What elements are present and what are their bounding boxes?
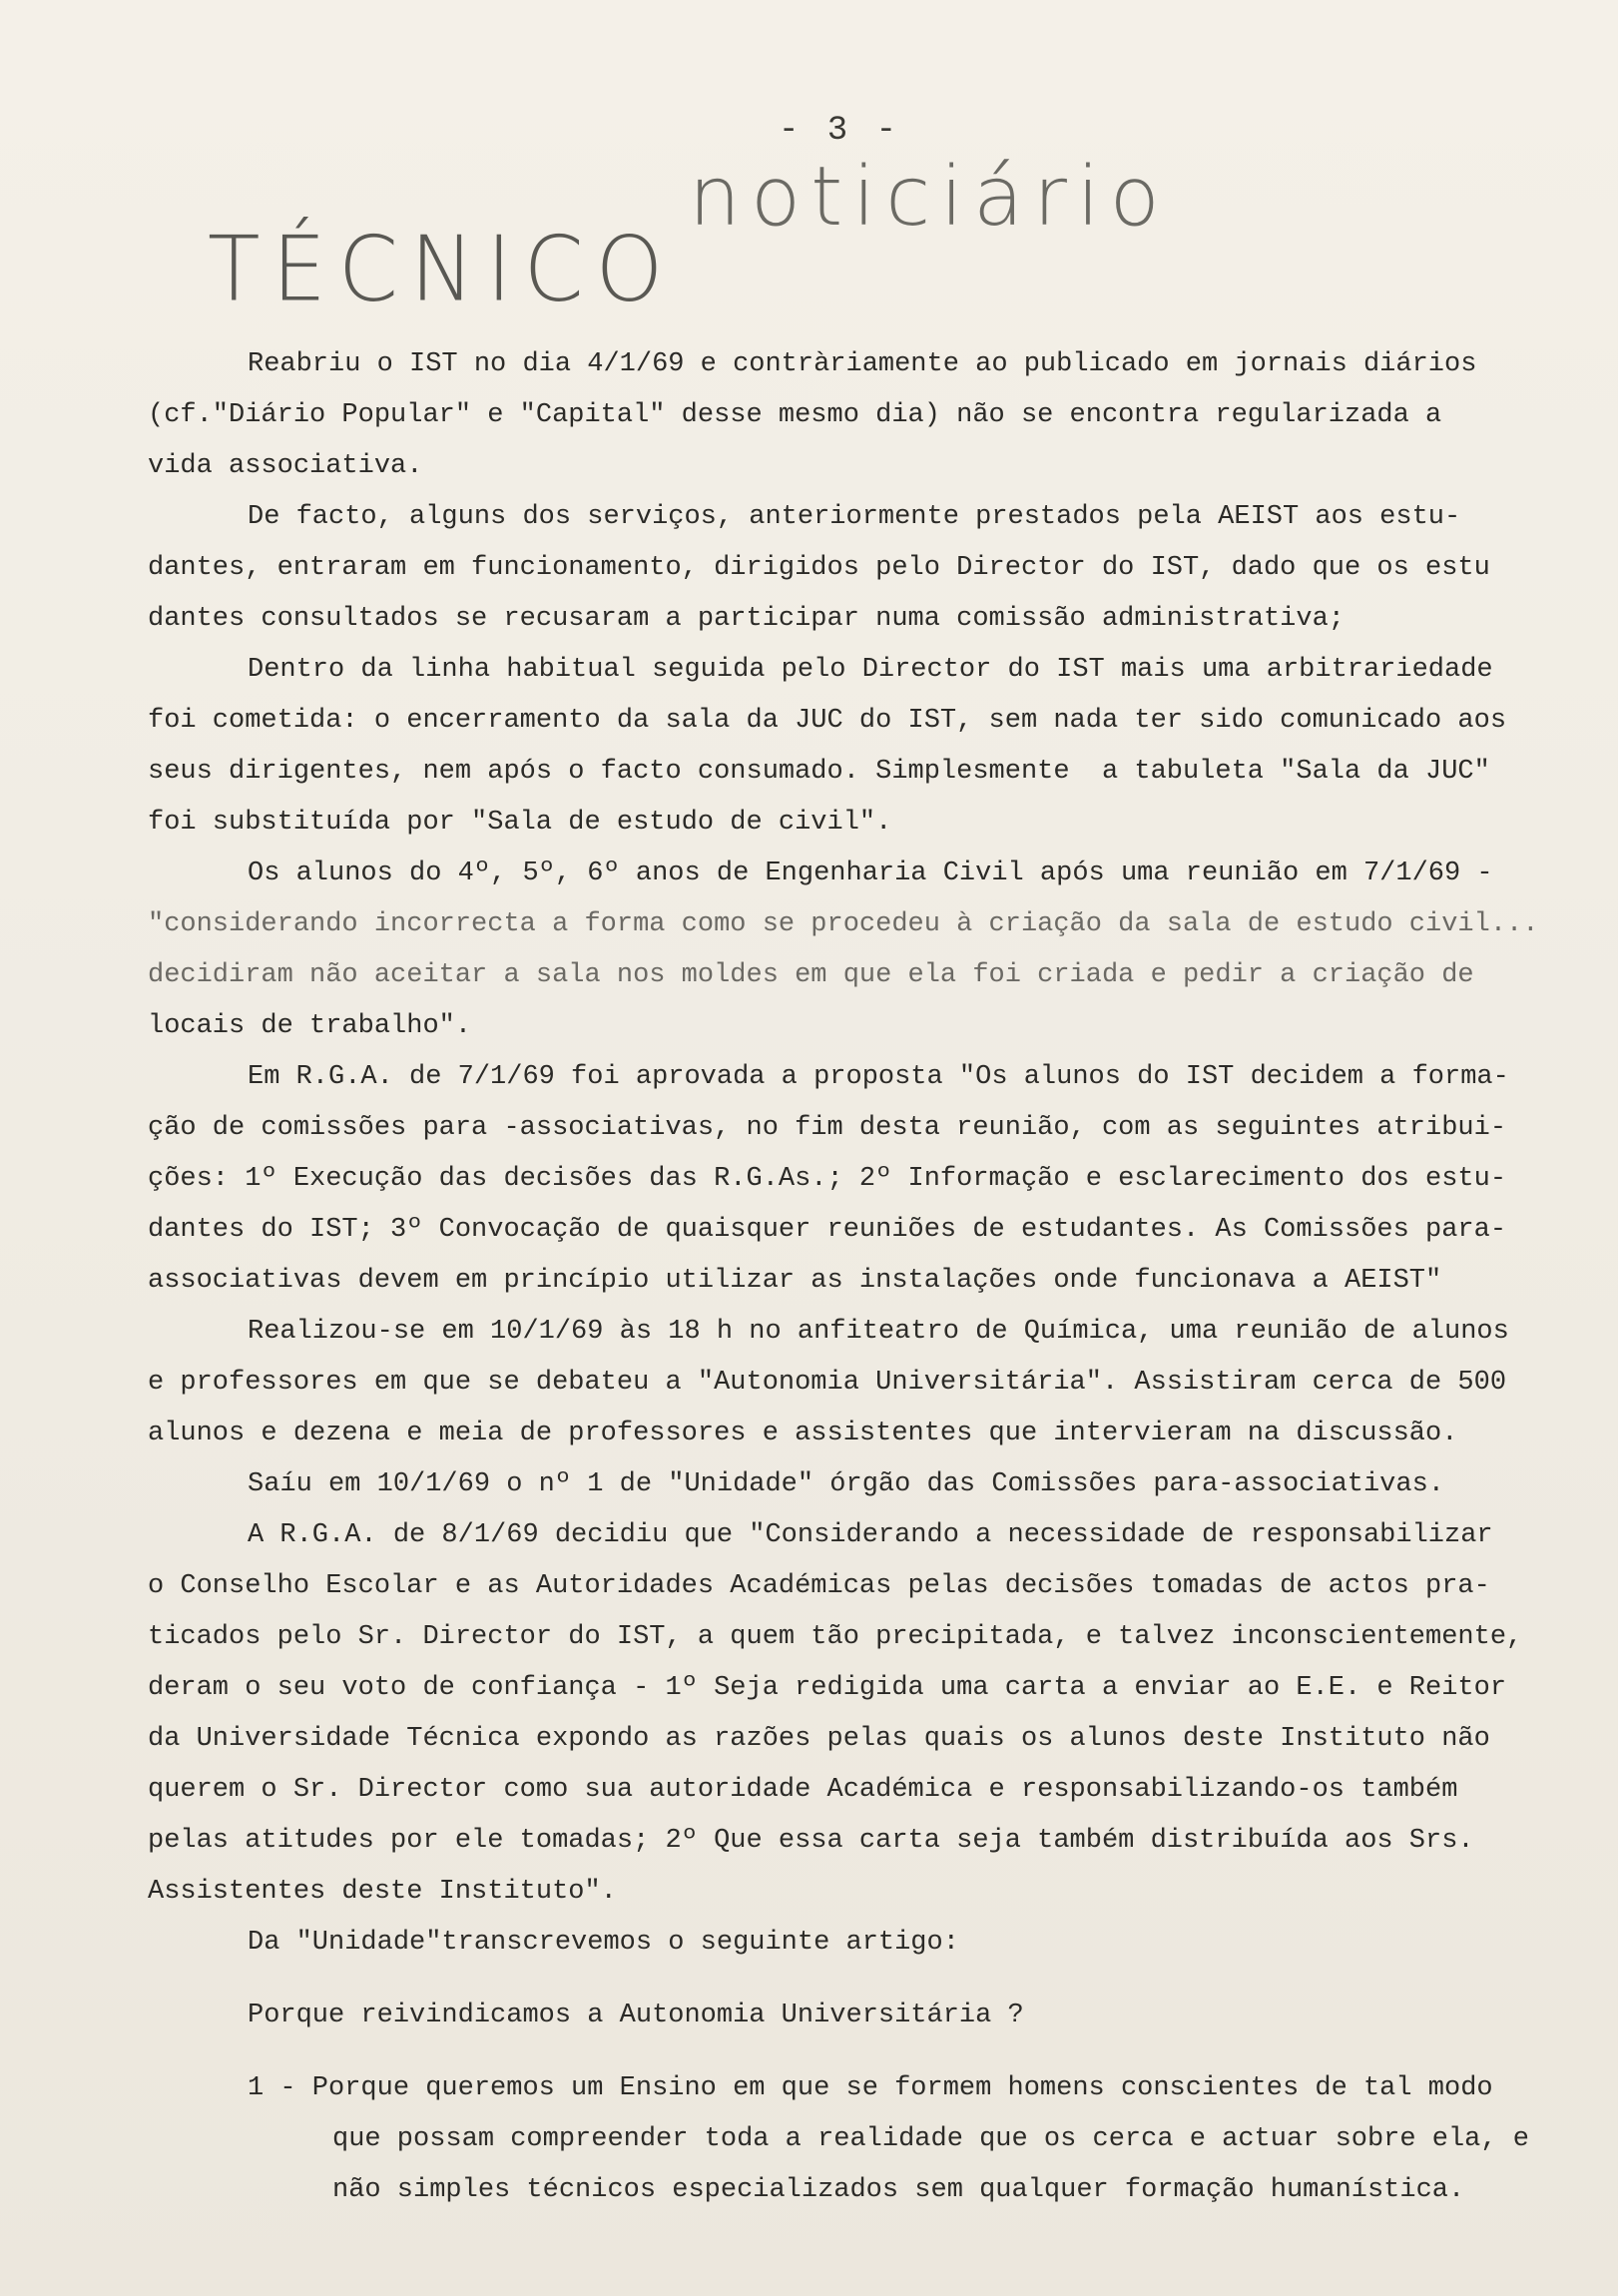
text-line: "considerando incorrecta a forma como se procedeu à criação da sala de estudo civil...: [148, 909, 1539, 939]
text-line: seus dirigentes, nem após o facto consumado. Simplesmente a tabuleta "Sala da JUC": [148, 757, 1490, 787]
text-line: ções: 1º Execução das decisões das R.G.As.; 2º Informação e esclarecimento dos estu-: [148, 1164, 1507, 1194]
text-line: dantes do IST; 3º Convocação de quaisquer reuniões de estudantes. As Comissões para-: [148, 1215, 1507, 1245]
heading-tecnico: TÉCNICO: [208, 217, 676, 322]
text-line: Porque reivindicamos a Autonomia Universitária ?: [248, 2001, 1024, 2030]
text-line: associativas devem em princípio utilizar as instalações onde funcionava a AEIST": [148, 1266, 1442, 1296]
text-line: e professores em que se debateu a "Autonomia Universitária". Assistiram cerca de 500: [148, 1368, 1507, 1398]
page-number: - 3 -: [779, 112, 901, 150]
text-line: locais de trabalho".: [148, 1011, 472, 1041]
text-line: querem o Sr. Director como sua autoridade Académica e responsabilizando-os também: [148, 1775, 1458, 1805]
text-line: da Universidade Técnica expondo as razões pelas quais os alunos deste Instituto não: [148, 1724, 1490, 1754]
text-line: foi substituída por "Sala de estudo de civil".: [148, 808, 892, 838]
text-line: Saíu em 10/1/69 o nº 1 de "Unidade" órgão das Comissões para-associativas.: [248, 1469, 1444, 1499]
text-line: pelas atitudes por ele tomadas; 2º Que essa carta seja também distribuída aos Srs.: [148, 1826, 1474, 1856]
text-line: deram o seu voto de confiança - 1º Seja redigida uma carta a enviar ao E.E. e Reitor: [148, 1673, 1507, 1703]
heading-noticiario: noticiário: [689, 150, 1170, 245]
text-line: vida associativa.: [148, 451, 423, 481]
text-line: dantes consultados se recusaram a participar numa comissão administrativa;: [148, 604, 1345, 634]
text-line: Os alunos do 4º, 5º, 6º anos de Engenharia Civil após uma reunião em 7/1/69 -: [248, 859, 1493, 888]
text-line: Em R.G.A. de 7/1/69 foi aprovada a proposta "Os alunos do IST decidem a forma-: [248, 1062, 1509, 1092]
text-line: alunos e dezena e meia de professores e assistentes que intervieram na discussão.: [148, 1419, 1458, 1448]
text-line: o Conselho Escolar e as Autoridades Académicas pelas decisões tomadas de actos pra-: [148, 1571, 1490, 1601]
text-line: A R.G.A. de 8/1/69 decidiu que "Considerando a necessidade de responsabilizar: [248, 1520, 1493, 1550]
text-line: Assistentes deste Instituto".: [148, 1877, 617, 1907]
text-line: De facto, alguns dos serviços, anteriormente prestados pela AEIST aos estu-: [248, 502, 1461, 532]
text-line: que possam compreender toda a realidade que os cerca e actuar sobre ela, e: [332, 2124, 1529, 2154]
text-line: decidiram não aceitar a sala nos moldes em que ela foi criada e pedir a criação de: [148, 960, 1474, 990]
text-line: Realizou-se em 10/1/69 às 18 h no anfiteatro de Química, uma reunião de alunos: [248, 1317, 1509, 1347]
text-line: ção de comissões para -associativas, no fim desta reunião, com as seguintes atribui-: [148, 1113, 1507, 1143]
text-line: Da "Unidade"transcrevemos o seguinte artigo:: [248, 1928, 959, 1958]
text-line: Dentro da linha habitual seguida pelo Director do IST mais uma arbitrariedade: [248, 655, 1493, 685]
text-line: foi cometida: o encerramento da sala da JUC do IST, sem nada ter sido comunicado aos: [148, 706, 1507, 736]
text-line: ticados pelo Sr. Director do IST, a quem tão precipitada, e talvez inconscientemente,: [148, 1622, 1523, 1652]
text-line: Reabriu o IST no dia 4/1/69 e contràriamente ao publicado em jornais diários: [248, 349, 1477, 379]
text-line: 1 - Porque queremos um Ensino em que se formem homens conscientes de tal modo: [248, 2073, 1493, 2103]
text-line: não simples técnicos especializados sem qualquer formação humanística.: [332, 2175, 1465, 2205]
text-line: (cf."Diário Popular" e "Capital" desse mesmo dia) não se encontra regularizada a: [148, 400, 1442, 430]
document-body: [148, 339, 1575, 2216]
text-line: dantes, entraram em funcionamento, dirigidos pelo Director do IST, dado que os estu: [148, 553, 1490, 583]
